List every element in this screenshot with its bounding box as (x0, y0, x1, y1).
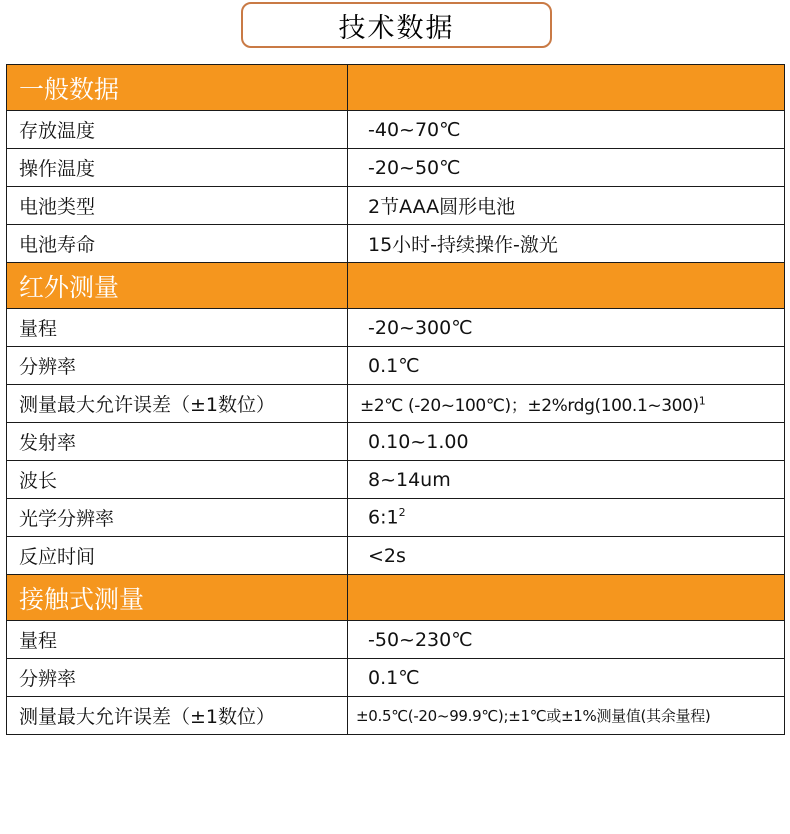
row-label: 分辨率 (7, 347, 348, 385)
row-value: 0.1℃ (348, 347, 785, 385)
row-label: 量程 (7, 621, 348, 659)
row-value (348, 499, 785, 537)
row-value: 0.1℃ (348, 659, 785, 697)
row-label: 存放温度 (7, 111, 348, 149)
row-value-text: 6:1 (368, 506, 399, 529)
footnote-marker: 1 (698, 394, 706, 408)
table-row (7, 225, 785, 263)
row-value: -20~300℃ (348, 309, 785, 347)
page-title: 技术数据 (241, 2, 552, 48)
row-value: 2节AAA圆形电池 (348, 187, 785, 225)
row-value: 8~14um (348, 461, 785, 499)
table-row (7, 187, 785, 225)
section-heading-blank (348, 263, 785, 309)
row-label: 操作温度 (7, 149, 348, 187)
row-value: ±0.5℃(-20~99.9℃);±1℃或±1%测量值(其余量程) (348, 697, 785, 735)
section-header-general (7, 65, 785, 111)
spec-table (6, 64, 785, 735)
table-row (7, 423, 785, 461)
table-row (7, 385, 785, 423)
row-label: 量程 (7, 309, 348, 347)
row-label: 测量最大允许误差（±1数位） (7, 385, 348, 423)
row-value: -50~230℃ (348, 621, 785, 659)
row-value: -20~50℃ (348, 149, 785, 187)
table-row (7, 111, 785, 149)
table-row (7, 659, 785, 697)
table-row (7, 499, 785, 537)
table-row (7, 149, 785, 187)
row-label: 发射率 (7, 423, 348, 461)
section-header-contact (7, 575, 785, 621)
row-value: 15小时-持续操作-激光 (348, 225, 785, 263)
section-heading-blank (348, 575, 785, 621)
row-value (348, 385, 785, 423)
row-label: 分辨率 (7, 659, 348, 697)
section-heading: 一般数据 (7, 65, 348, 111)
section-heading: 接触式测量 (7, 575, 348, 621)
section-heading-blank (348, 65, 785, 111)
row-label: 测量最大允许误差（±1数位） (7, 697, 348, 735)
row-label: 光学分辨率 (7, 499, 348, 537)
row-value-text: ±2℃ (-20~100℃)；±2%rdg(100.1~300) (360, 396, 699, 416)
footnote-marker: 2 (398, 506, 406, 520)
row-value: 0.10~1.00 (348, 423, 785, 461)
row-label: 反应时间 (7, 537, 348, 575)
table-row (7, 621, 785, 659)
row-value: <2s (348, 537, 785, 575)
section-heading: 红外测量 (7, 263, 348, 309)
table-row (7, 309, 785, 347)
table-row (7, 537, 785, 575)
table-row (7, 461, 785, 499)
row-value: -40~70℃ (348, 111, 785, 149)
table-row (7, 347, 785, 385)
section-header-infrared (7, 263, 785, 309)
row-label: 电池类型 (7, 187, 348, 225)
row-label: 电池寿命 (7, 225, 348, 263)
row-label: 波长 (7, 461, 348, 499)
table-row (7, 697, 785, 735)
